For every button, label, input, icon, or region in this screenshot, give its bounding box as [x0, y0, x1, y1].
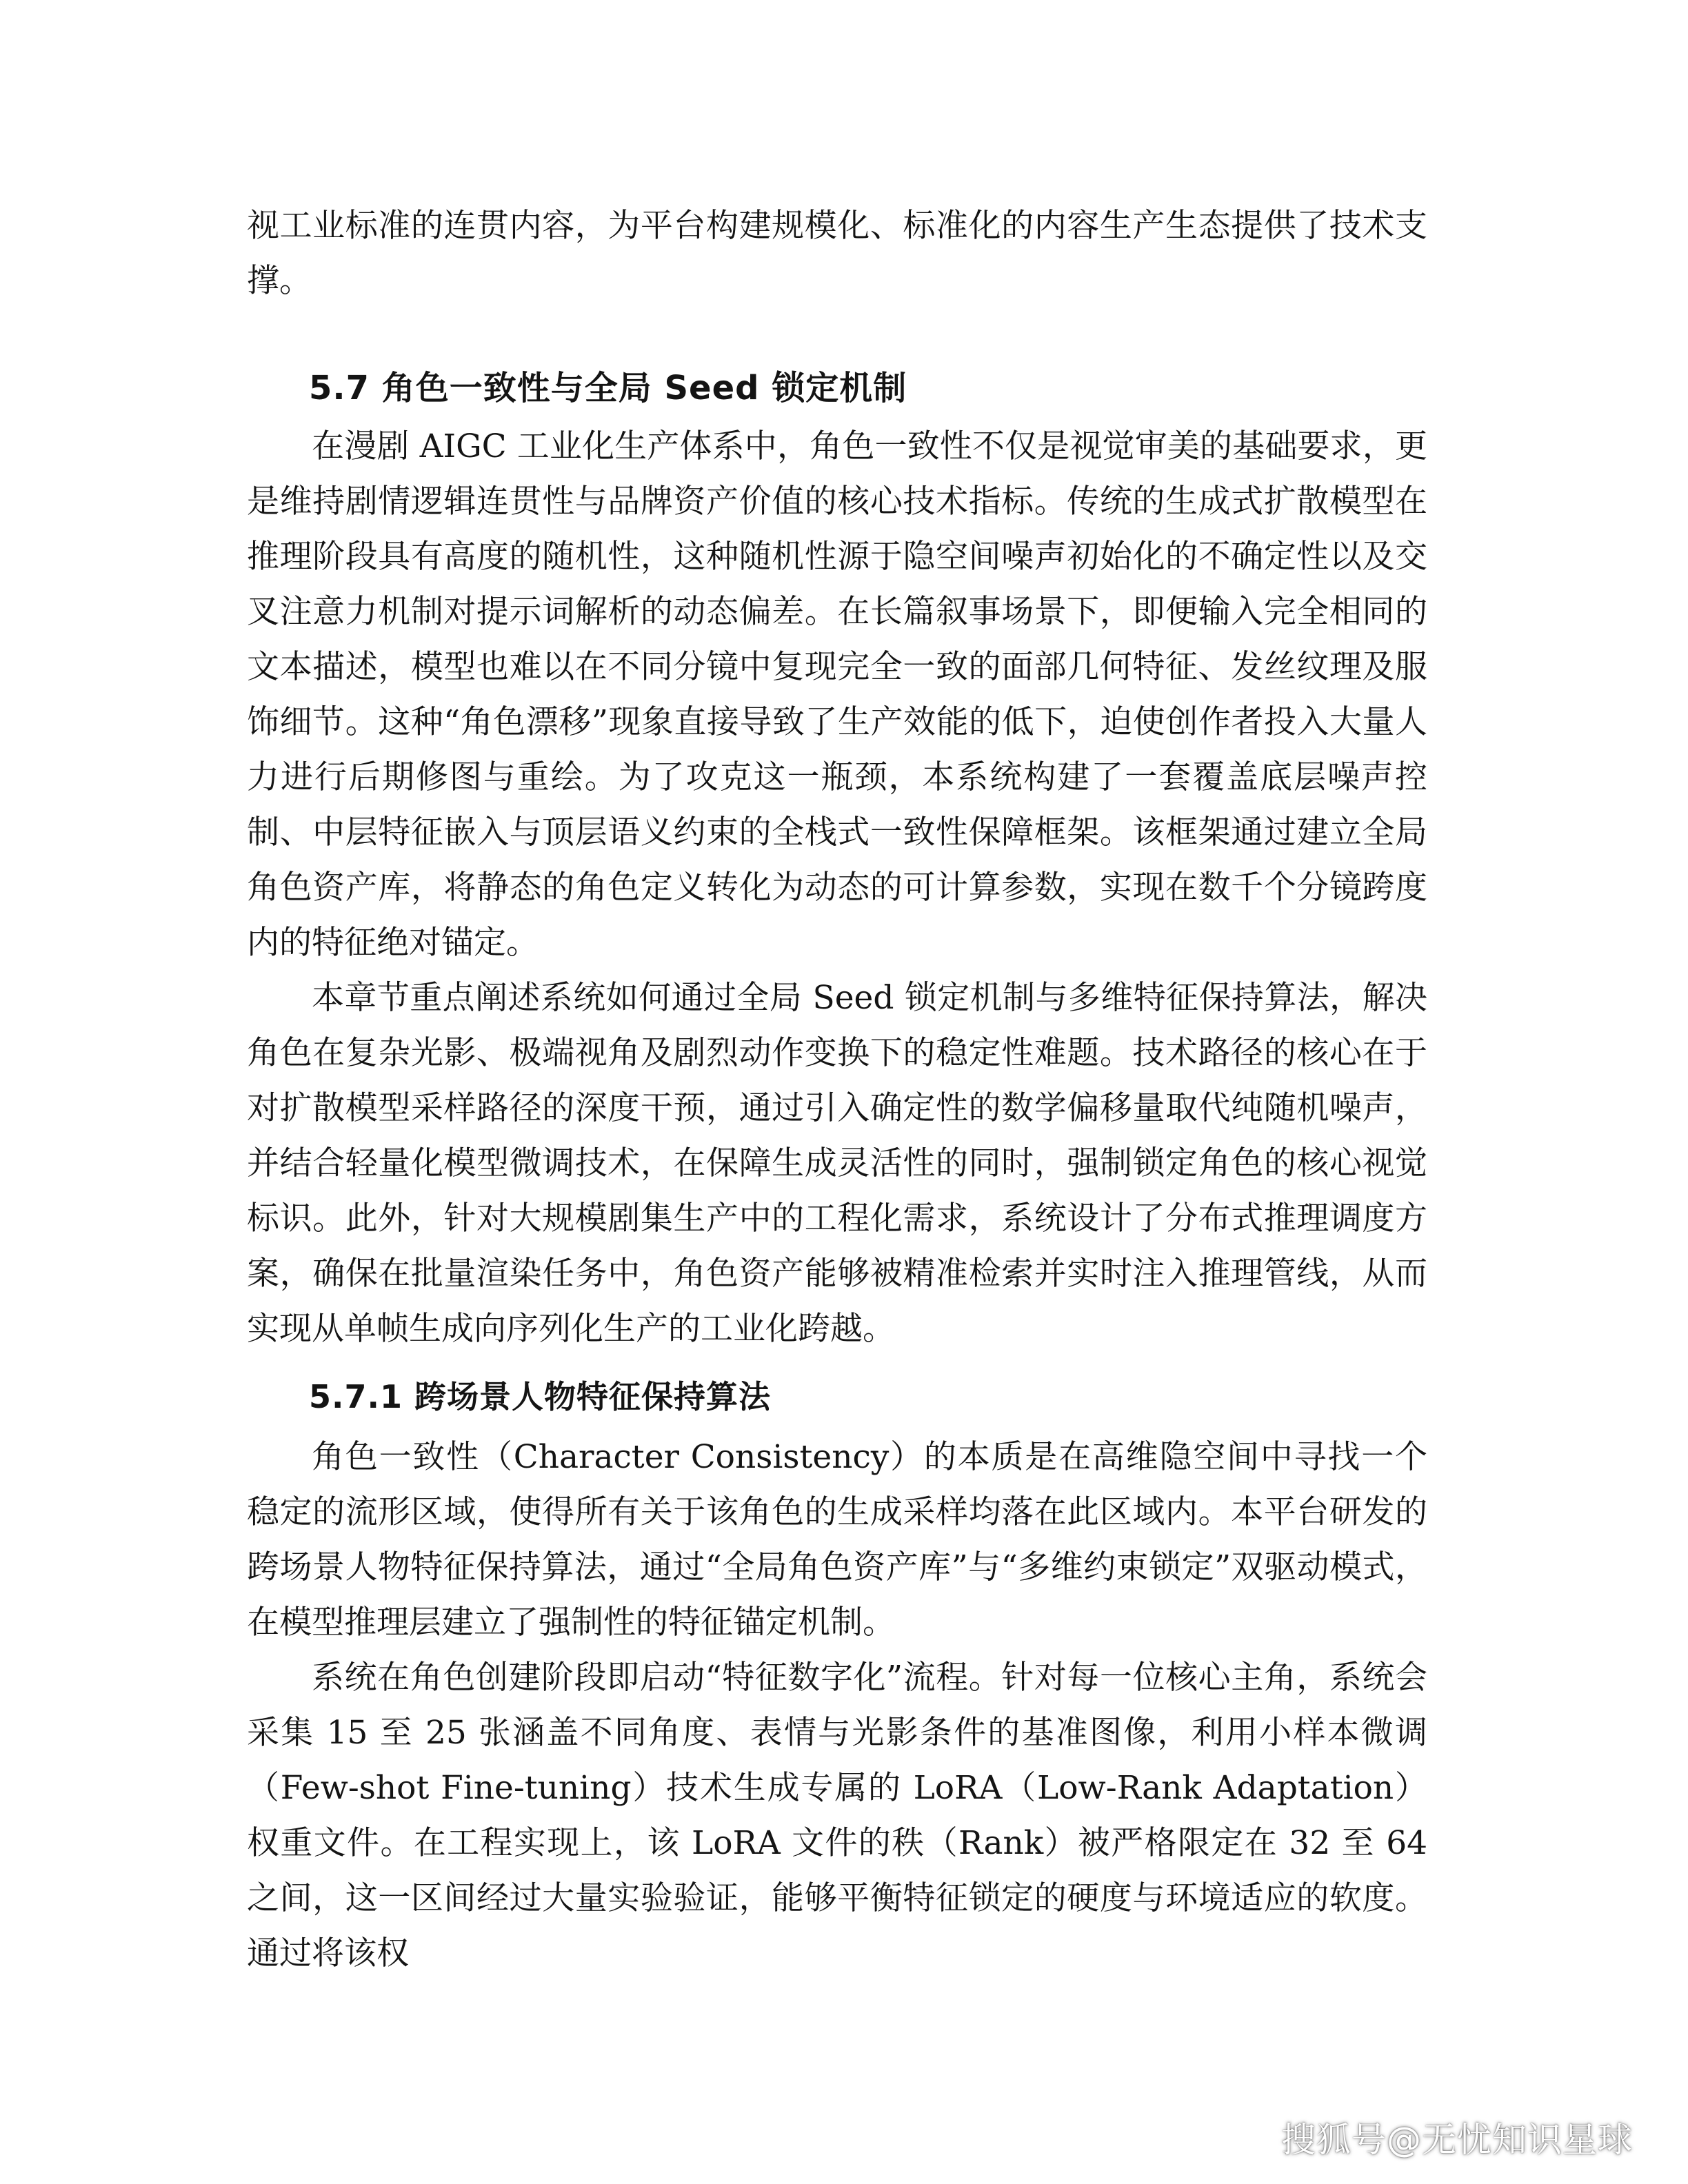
section-paragraph-1: 在漫剧 AIGC 工业化生产体系中，角色一致性不仅是视觉审美的基础要求，更是维持剧情逻辑连贯性与品牌资产价值的核心技术指标。传统的生成式扩散模型在推理阶段具有高度的随机性，这种随机性源于隐空间噪声初始化的不确定性以及交叉注意力机制对提示词解析的动态偏差。在长篇叙事场景下，即便输入完全相同的文本描述，模型也难以在不同分镜中复现完全一致的面部几何特征、发丝纹理及服饰细节。这种“角色漂移”现象直接导致了生产效能的低下，迫使创作者投入大量人力进行后期修图与重绘。为了攻克这一瓶颈，本系统构建了一套覆盖底层噪声控制、中层特征嵌入与顶层语义约束的全栈式一致性保障框架。该框架通过建立全局角色资产库，将静态的角色定义转化为动态的可计算参数，实现在数千个分镜跨度内的特征绝对锚定。	[247, 427, 1427, 962]
source-watermark: 搜狐号@无忧知识星球	[1281, 2120, 1633, 2160]
subsection-paragraph-2: 系统在角色创建阶段即启动“特征数字化”流程。针对每一位核心主角，系统会采集 15 至 25 张涵盖不同角度、表情与光影条件的基准图像，利用小样本微调（Few-shot Fine-tuning）技术生成专属的 LoRA（Low-Rank Adaptation）权重文件。在工程实现上，该 LoRA 文件的秩（Rank）被严格限定在 32 至 64 之间，这一区间经过大量实验验证，能够平衡特征锁定的硬度与环境适应的软度。通过将该权	[247, 1659, 1427, 1972]
subsection-paragraph-1: 角色一致性（Character Consistency）的本质是在高维隐空间中寻找一个稳定的流形区域，使得所有关于该角色的生成采样均落在此区域内。本平台研发的跨场景人物特征保持算法，通过“全局角色资产库”与“多维约束锁定”双驱动模式，在模型推理层建立了强制性的特征锚定机制。	[247, 1438, 1427, 1641]
paragraph-continuation: 视工业标准的连贯内容，为平台构建规模化、标准化的内容生产生态提供了技术支撑。	[247, 207, 1427, 300]
subsection-heading: 5.7.1 跨场景人物特征保持算法	[309, 1378, 771, 1415]
document-content	[247, 199, 1427, 1981]
section-spacer	[247, 309, 1427, 357]
section-paragraph-2: 本章节重点阐述系统如何通过全局 Seed 锁定机制与多维特征保持算法，解决角色在复杂光影、极端视角及剧烈动作变换下的稳定性难题。技术路径的核心在于对扩散模型采样路径的深度干预，通过引入确定性的数学偏移量取代纯随机噪声，并结合轻量化模型微调技术，在保障生成灵活性的同时，强制锁定角色的核心视觉标识。此外，针对大规模剧集生产中的工程化需求，系统设计了分布式推理调度方案，确保在批量渲染任务中，角色资产能够被精准检索并实时注入推理管线，从而实现从单帧生成向序列化生产的工业化跨越。	[247, 979, 1427, 1348]
section-heading: 5.7 角色一致性与全局 Seed 锁定机制	[309, 369, 907, 407]
